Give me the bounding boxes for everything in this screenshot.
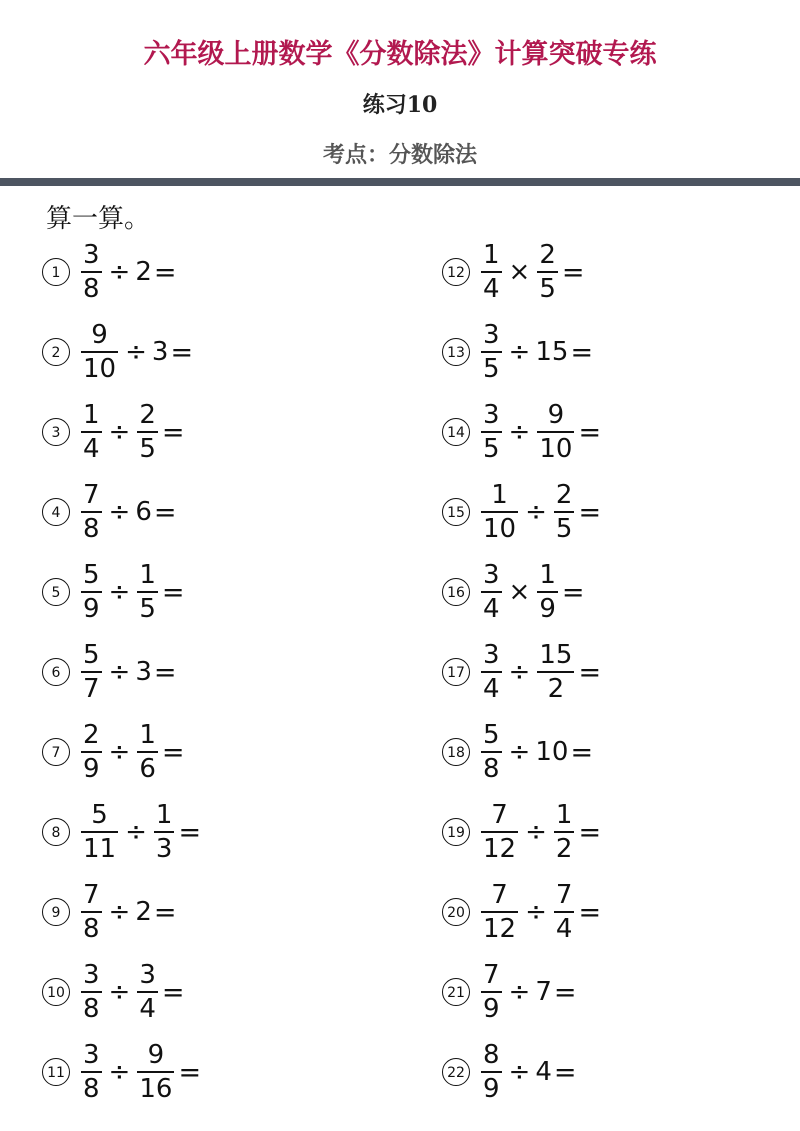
fraction-operand [537, 401, 574, 463]
operator: ÷ [125, 337, 147, 367]
problem-item [442, 952, 800, 1032]
numerator: 5 [83, 560, 100, 590]
problem-item [442, 632, 800, 712]
problem-number: 18 [442, 738, 470, 766]
problem-number: 20 [442, 898, 470, 926]
equals-sign: = [170, 336, 194, 368]
operator: × [508, 577, 531, 607]
fraction-operand [81, 721, 102, 783]
worksheet-title: 六年级上册数学《分数除法》计算突破专练 [143, 39, 657, 70]
numerator: 9 [547, 400, 565, 430]
fraction-operand [537, 561, 558, 623]
denominator: 8 [83, 1074, 100, 1104]
denominator: 2 [555, 834, 573, 864]
operator: ÷ [525, 817, 547, 847]
fraction-operand [137, 961, 158, 1023]
equals-sign: = [178, 816, 202, 848]
operator: ÷ [508, 737, 531, 767]
numerator: 1 [483, 240, 500, 270]
integer-operand: 4 [535, 1057, 552, 1087]
problem-number: 10 [42, 978, 70, 1006]
operator: ÷ [108, 417, 131, 447]
numerator: 9 [147, 1040, 165, 1070]
numerator: 1 [83, 400, 100, 430]
denominator: 9 [83, 594, 100, 624]
fraction-operand [481, 721, 502, 783]
fraction-operand [554, 881, 575, 943]
operator: ÷ [108, 257, 131, 287]
numerator: 3 [83, 240, 100, 270]
problem-number: 19 [442, 818, 470, 846]
problem-item [42, 392, 402, 472]
fraction-operand [154, 801, 175, 863]
denominator: 5 [555, 514, 573, 544]
problem-item [442, 712, 800, 792]
fraction-operand [81, 641, 102, 703]
fraction-operand [481, 801, 518, 863]
problem-number: 7 [42, 738, 70, 766]
denominator: 10 [539, 434, 573, 464]
numerator: 1 [155, 800, 173, 830]
fraction-operand [481, 241, 502, 303]
numerator: 7 [491, 800, 508, 830]
denominator: 9 [83, 754, 100, 784]
denominator: 4 [483, 674, 500, 704]
fraction-operand [81, 961, 102, 1023]
operator: ÷ [525, 897, 547, 927]
equals-sign: = [578, 416, 602, 448]
problem-item [42, 232, 402, 312]
numerator: 5 [91, 800, 108, 830]
problem-item [42, 312, 402, 392]
problems-left-column [42, 232, 402, 1112]
problem-number: 14 [442, 418, 470, 446]
fraction-operand [81, 801, 118, 863]
denominator: 4 [555, 914, 573, 944]
fraction-operand [481, 401, 502, 463]
numerator: 3 [483, 320, 500, 350]
fraction-operand [481, 321, 502, 383]
denominator: 5 [483, 434, 500, 464]
fraction-operand [81, 881, 102, 943]
numerator: 1 [555, 800, 573, 830]
operator: ÷ [125, 817, 147, 847]
denominator: 8 [83, 914, 100, 944]
fraction-operand [481, 1041, 502, 1103]
fraction-operand [481, 961, 502, 1023]
numerator: 2 [555, 480, 573, 510]
problem-number: 1 [42, 258, 70, 286]
fraction-operand [481, 561, 502, 623]
problem-number: 21 [442, 978, 470, 1006]
numerator: 5 [483, 720, 500, 750]
problem-number: 3 [42, 418, 70, 446]
integer-operand: 6 [135, 497, 152, 527]
fraction-operand [137, 1041, 174, 1103]
denominator: 12 [483, 914, 517, 944]
denominator: 8 [483, 754, 500, 784]
equals-sign: = [578, 496, 602, 528]
problem-item [442, 1032, 800, 1112]
denominator: 4 [483, 594, 500, 624]
fraction-operand [81, 481, 102, 543]
equals-sign: = [161, 976, 185, 1008]
fraction-operand [537, 241, 558, 303]
problem-item [42, 792, 402, 872]
fraction-operand [481, 481, 518, 543]
numerator: 3 [483, 640, 500, 670]
fraction-operand [137, 561, 158, 623]
operator: ÷ [108, 497, 131, 527]
integer-operand: 3 [135, 657, 152, 687]
equals-sign: = [161, 416, 185, 448]
operator: × [508, 257, 531, 287]
header-divider [0, 178, 800, 186]
problem-number: 12 [442, 258, 470, 286]
problems-right-column [442, 232, 800, 1112]
problem-item [42, 1032, 402, 1112]
problem-number: 15 [442, 498, 470, 526]
denominator: 6 [139, 754, 156, 784]
problem-number: 8 [42, 818, 70, 846]
integer-operand: 2 [135, 897, 152, 927]
fraction-operand [81, 241, 102, 303]
problem-item [42, 472, 402, 552]
numerator: 2 [83, 720, 100, 750]
operator: ÷ [108, 657, 131, 687]
numerator: 7 [83, 480, 100, 510]
equals-sign: = [161, 576, 185, 608]
equals-sign: = [153, 656, 177, 688]
denominator: 12 [483, 834, 517, 864]
numerator: 3 [483, 400, 500, 430]
fraction-operand [137, 721, 158, 783]
operator: ÷ [108, 897, 131, 927]
operator: ÷ [108, 577, 131, 607]
numerator: 7 [555, 880, 573, 910]
fraction-operand [81, 1041, 102, 1103]
fraction-operand [537, 641, 574, 703]
equals-sign: = [153, 496, 177, 528]
problem-item [442, 232, 800, 312]
denominator: 9 [539, 594, 556, 624]
operator: ÷ [525, 497, 547, 527]
problem-item [42, 632, 402, 712]
numerator: 1 [139, 560, 156, 590]
problem-item [42, 552, 402, 632]
problem-number: 9 [42, 898, 70, 926]
problem-item [442, 552, 800, 632]
operator: ÷ [108, 737, 131, 767]
integer-operand: 15 [535, 337, 569, 367]
numerator: 3 [83, 1040, 100, 1070]
fraction-operand [137, 401, 158, 463]
denominator: 7 [83, 674, 100, 704]
numerator: 8 [483, 1040, 500, 1070]
problem-number: 4 [42, 498, 70, 526]
numerator: 9 [91, 320, 108, 350]
equals-sign: = [578, 816, 602, 848]
fraction-operand [481, 881, 518, 943]
operator: ÷ [108, 1057, 131, 1087]
denominator: 4 [483, 274, 500, 304]
numerator: 1 [139, 720, 156, 750]
problem-number: 22 [442, 1058, 470, 1086]
problem-item [442, 392, 800, 472]
equals-sign: = [178, 1056, 202, 1088]
integer-operand: 2 [135, 257, 152, 287]
denominator: 5 [483, 354, 500, 384]
integer-operand: 10 [535, 737, 569, 767]
numerator: 7 [483, 960, 500, 990]
denominator: 8 [83, 274, 100, 304]
numerator: 1 [491, 480, 508, 510]
equals-sign: = [578, 656, 602, 688]
equals-sign: = [578, 896, 602, 928]
denominator: 9 [483, 994, 500, 1024]
problem-item [42, 952, 402, 1032]
equals-sign: = [553, 1056, 577, 1088]
numerator: 2 [139, 400, 156, 430]
equals-sign: = [570, 736, 594, 768]
fraction-operand [81, 401, 102, 463]
equals-sign: = [161, 736, 185, 768]
denominator: 5 [139, 594, 156, 624]
operator: ÷ [508, 977, 531, 1007]
problem-item [42, 712, 402, 792]
denominator: 5 [539, 274, 556, 304]
problem-item [442, 792, 800, 872]
fraction-operand [481, 641, 502, 703]
denominator: 5 [139, 434, 156, 464]
denominator: 10 [83, 354, 117, 384]
operator: ÷ [508, 657, 531, 687]
problem-number: 17 [442, 658, 470, 686]
equals-sign: = [570, 336, 594, 368]
denominator: 10 [483, 514, 517, 544]
numerator: 7 [83, 880, 100, 910]
problem-item [442, 872, 800, 952]
problem-number: 16 [442, 578, 470, 606]
denominator: 9 [483, 1074, 500, 1104]
problem-number: 11 [42, 1058, 70, 1086]
numerator: 15 [539, 640, 573, 670]
denominator: 11 [83, 834, 117, 864]
operator: ÷ [508, 1057, 531, 1087]
numerator: 5 [83, 640, 100, 670]
denominator: 16 [139, 1074, 173, 1104]
operator: ÷ [508, 337, 531, 367]
numerator: 3 [483, 560, 500, 590]
equals-sign: = [153, 896, 177, 928]
equals-sign: = [553, 976, 577, 1008]
numerator: 1 [539, 560, 556, 590]
fraction-operand [554, 801, 575, 863]
topic-label: 考点：分数除法 [322, 142, 477, 168]
operator: ÷ [108, 977, 131, 1007]
numerator: 3 [139, 960, 156, 990]
equals-sign: = [153, 256, 177, 288]
fraction-operand [554, 481, 575, 543]
problem-number: 13 [442, 338, 470, 366]
denominator: 4 [139, 994, 156, 1024]
problem-number: 5 [42, 578, 70, 606]
operator: ÷ [508, 417, 531, 447]
fraction-operand [81, 561, 102, 623]
equals-sign: = [561, 576, 585, 608]
numerator: 7 [491, 880, 508, 910]
problem-item [442, 312, 800, 392]
denominator: 8 [83, 514, 100, 544]
denominator: 4 [83, 434, 100, 464]
numerator: 3 [83, 960, 100, 990]
problem-number: 2 [42, 338, 70, 366]
integer-operand: 3 [151, 337, 169, 367]
denominator: 3 [155, 834, 173, 864]
instruction: 算一算。 [46, 204, 151, 234]
problem-item [442, 472, 800, 552]
integer-operand: 7 [535, 977, 552, 1007]
fraction-operand [81, 321, 118, 383]
denominator: 2 [547, 674, 565, 704]
equals-sign: = [561, 256, 585, 288]
exercise-number: 练习10 [362, 92, 438, 118]
numerator: 2 [539, 240, 556, 270]
problem-number: 6 [42, 658, 70, 686]
problem-item [42, 872, 402, 952]
denominator: 8 [83, 994, 100, 1024]
